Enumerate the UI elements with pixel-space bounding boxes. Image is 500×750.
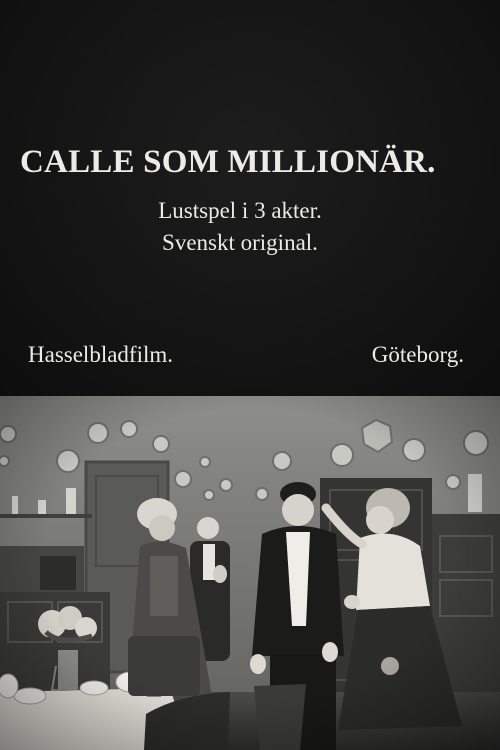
city-name: Göteborg. bbox=[371, 342, 464, 367]
studio-name: Hasselbladfilm. bbox=[28, 342, 173, 367]
film-still bbox=[0, 396, 500, 750]
film-still-icon bbox=[0, 396, 500, 750]
origin-line: Svenskt original. bbox=[162, 230, 318, 255]
film-title: CALLE SOM MILLIONÄR. bbox=[20, 144, 436, 180]
genre-line: Lustspel i 3 akter. bbox=[158, 198, 322, 223]
